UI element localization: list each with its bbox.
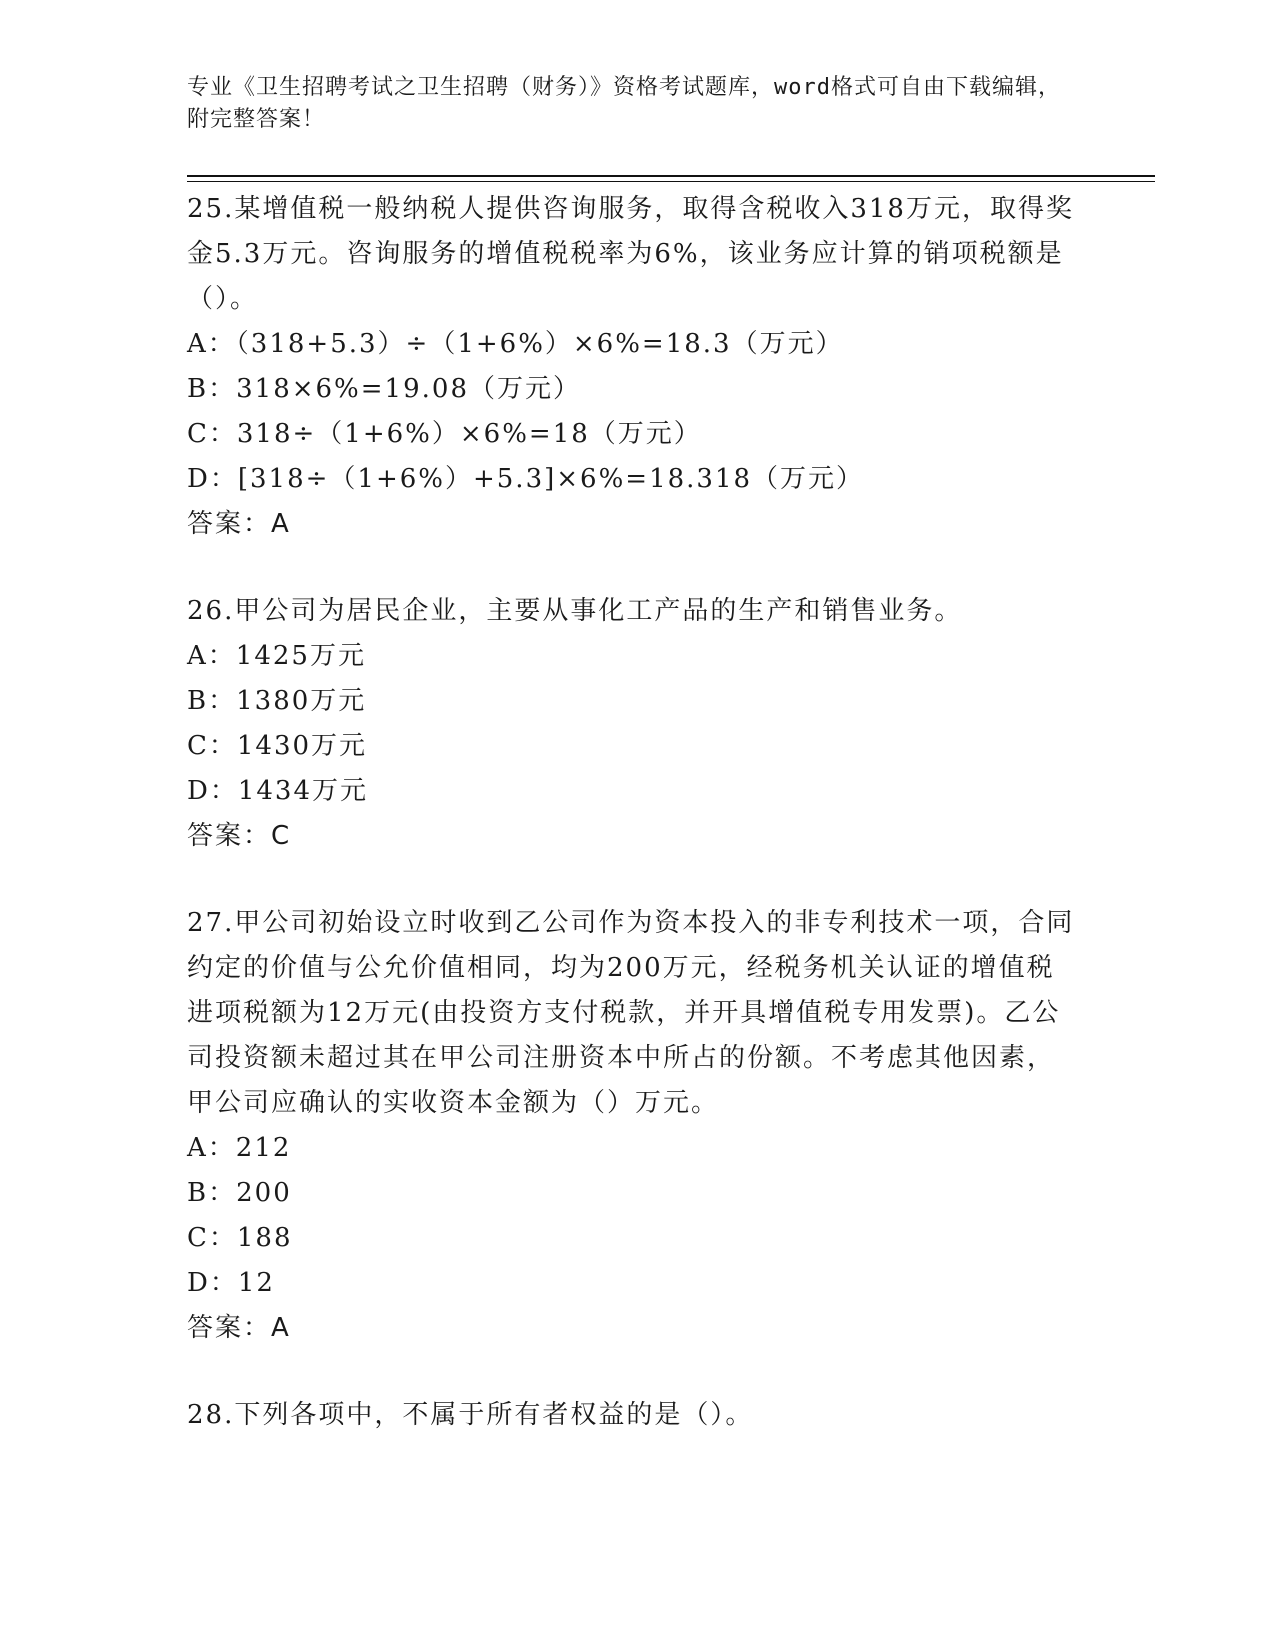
option-d: D：[318÷（1+6%）+5.3]×6%=18.318（万元）: [187, 464, 865, 494]
header-rule-thick: [187, 175, 1155, 177]
option-c: C：188: [187, 1223, 293, 1253]
option-d: D：12: [187, 1268, 275, 1298]
option-b: B：1380万元: [187, 686, 367, 716]
option-a: A：212: [187, 1133, 292, 1163]
question-stem: 27.甲公司初始设立时收到乙公司作为资本投入的非专利技术一项，合同约定的价值与公允价值相同，均为200万元，经税务机关认证的增值税进项税额为12万元(由投资方支付税款，并开具增值税专用发票)。乙公司投资额未超过其在甲公司注册资本中所占的份额。不考虑其他因素，甲公司应确认的实收资本金额为（）万元。: [187, 908, 1075, 1118]
question-26: [187, 589, 1077, 859]
question-list: [187, 187, 1077, 1480]
option-b: B：200: [187, 1178, 292, 1208]
document-header: 专业《卫生招聘考试之卫生招聘（财务）》资格考试题库，word格式可自由下载编辑，附完整答案！: [187, 75, 1061, 132]
answer-line: 答案：A: [187, 509, 291, 539]
option-b: B：318×6%=19.08（万元）: [187, 374, 581, 404]
question-stem: 26.甲公司为居民企业，主要从事化工产品的生产和销售业务。: [187, 596, 963, 626]
question-stem: 25.某增值税一般纳税人提供咨询服务，取得含税收入318万元，取得奖金5.3万元。咨询服务的增值税税率为6%，该业务应计算的销项税额是（）。: [187, 194, 1074, 314]
question-25: [187, 187, 1077, 547]
option-a: A：1425万元: [187, 641, 366, 671]
question-stem: 28.下列各项中，不属于所有者权益的是（）。: [187, 1400, 754, 1430]
answer-line: 答案：A: [187, 1313, 291, 1343]
option-a: A：（318+5.3）÷（1+6%）×6%=18.3（万元）: [187, 329, 844, 359]
header-rule-thin: [187, 181, 1155, 182]
question-27: [187, 901, 1077, 1351]
answer-line: 答案：C: [187, 821, 292, 851]
option-c: C：318÷（1+6%）×6%=18（万元）: [187, 419, 702, 449]
option-c: C：1430万元: [187, 731, 368, 761]
option-d: D：1434万元: [187, 776, 369, 806]
question-28: [187, 1393, 1077, 1438]
